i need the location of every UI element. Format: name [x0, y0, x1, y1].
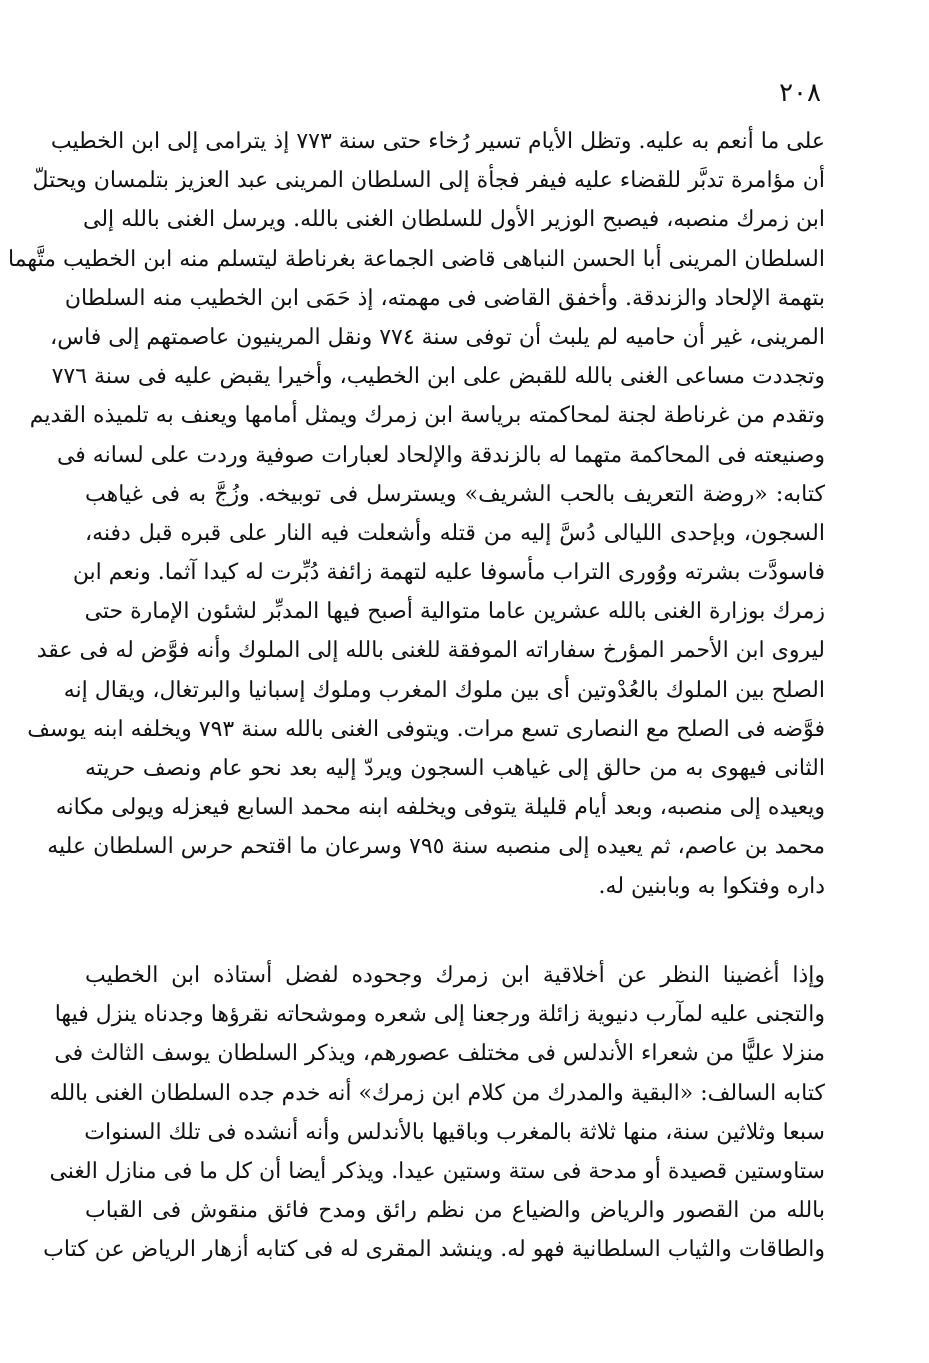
page-number: ٢٠٨ [779, 78, 821, 108]
text-line: وتقدم من غرناطة لجنة لمحاكمته برياسة ابن زمرك ويمثل أمامها ويعنف به تلميذه القديم [29, 403, 825, 429]
text-line: محمد بن عاصم، ثم يعيده إلى منصبه سنة ٧٩٥ وسرعان ما اقتحم حرس السلطان عليه [47, 834, 825, 860]
text-line: كتابه السالف: «البقية والمدرك من كلام ابن زمرك» أنه خدم جده السلطان الغنى بالله [49, 1080, 825, 1106]
text-line: الثانى فيهوى به من حالق إلى غياهب السجون ويردّ إليه بعد نحو عام ونصف حريته [85, 756, 825, 781]
text-line: أن مؤامرة تدبَّر للقضاء عليه فيفر فجأة إلى السلطان المرينى عبد العزيز بتلمسان ويحتلّ [32, 168, 825, 194]
text-line: ابن زمرك منصبه، فيصبح الوزير الأول للسلطان الغنى بالله. ويرسل الغنى بالله إلى [83, 207, 825, 233]
text-line: على ما أنعم به عليه. وتظل الأيام تسير رُخاء حتى سنة ٧٧٣ إذ يترامى إلى ابن الخطيب [50, 129, 825, 154]
text-line: وتجددت مساعى الغنى بالله للقبض على ابن الخطيب، وأخيرا يقبض عليه فى سنة ٧٧٦ [51, 364, 825, 390]
text-line: السجون، وبإحدى الليالى دُسَّ إليه من قتله وأشعلت فيه النار على قبره قبل دفنه، [85, 520, 825, 546]
text-line: زمرك بوزارة الغنى بالله عشرين عاما متوالية أصبح فيها المدبِّر لشئون الإمارة حتى [84, 599, 825, 625]
text-line: وصنيعته فى المحاكمة متهما له بالزندقة والإلحاد لعبارات صوفية وردت على لسانه فى [56, 442, 825, 468]
paragraph-2 [43, 956, 825, 1270]
paragraph-1 [7, 122, 825, 906]
text-line: ويعيده إلى منصبه، وبعد أيام قليلة يتوفى ويخلفه ابنه محمد السابع فيعزله ويولى مكانه [55, 795, 825, 821]
text-line: بتهمة الإلحاد والزندقة. وأخفق القاضى فى مهمته، إذ حَمَى ابن الخطيب منه السلطان [64, 285, 825, 311]
text-line: والطاقات والثياب السلطانية فهو له. وينشد المقرى له فى كتابه أزهار الرياض عن كتاب [43, 1237, 825, 1263]
text-line: فاسودَّت بشرته ووُورى التراب مأسوفا عليه لتهمة زائفة دُبِّرت له كيدا آثما. ونعم ابن [72, 560, 825, 586]
text-line: وإذا أغضينا النظر عن أخلاقية ابن زمرك وجحوده لفضل أستاذه ابن الخطيب [85, 963, 825, 988]
text-line: المرينى، غير أن حاميه لم يلبث أن توفى سنة ٧٧٤ ونقل المرينيون عاصمتهم إلى فاس، [50, 324, 825, 350]
text-line: الصلح بين الملوك بالعُدْوتين أى بين ملوك المغرب وملوك إسبانيا والبرتغال، ويقال إنه [63, 677, 825, 703]
text-line: كتابه: «روضة التعريف بالحب الشريف» ويسترسل فى توبيخه. وزُجَّ به فى غياهب [85, 481, 825, 507]
text-line: داره وفتكوا به وبابنين له. [598, 873, 825, 899]
text-line: فوَّضه فى الصلح مع النصارى تسع مرات. ويتوفى الغنى بالله سنة ٧٩٣ ويخلفه ابنه يوسف [27, 716, 825, 742]
text-line: سبعا وثلاثين سنة، منها ثلاثة بالمغرب وباقيها بالأندلس وأنه أنشده فى تلك السنوات [84, 1119, 825, 1145]
text-line: ليروى ابن الأحمر المؤرخ سفاراته الموفقة للغنى بالله إلى الملوك وأنه فوَّض له فى عقد [36, 638, 825, 664]
text-line: والتجنى عليه لمآرب دنيوية زائلة ورجعنا إلى شعره وموشحاته نقرؤها وجدناه ينزل فيها [54, 1002, 825, 1028]
text-line: بالله من القصور والرياض والضياع من نظم رائق ومدح فائق منقوش فى القباب [85, 1198, 825, 1224]
text-line: السلطان المرينى أبا الحسن النباهى قاضى الجماعة بغرناطة ليتسلم منه ابن الخطيب متَّهما [7, 246, 825, 272]
text-line: ستاوستين قصيدة أو مدحة فى ستة وستين عيدا. ويذكر أيضا أن كل ما فى منازل الغنى [49, 1158, 825, 1184]
text-line: منزلا عليًّا من شعراء الأندلس فى مختلف عصورهم، ويذكر السلطان يوسف الثالث فى [54, 1041, 825, 1067]
